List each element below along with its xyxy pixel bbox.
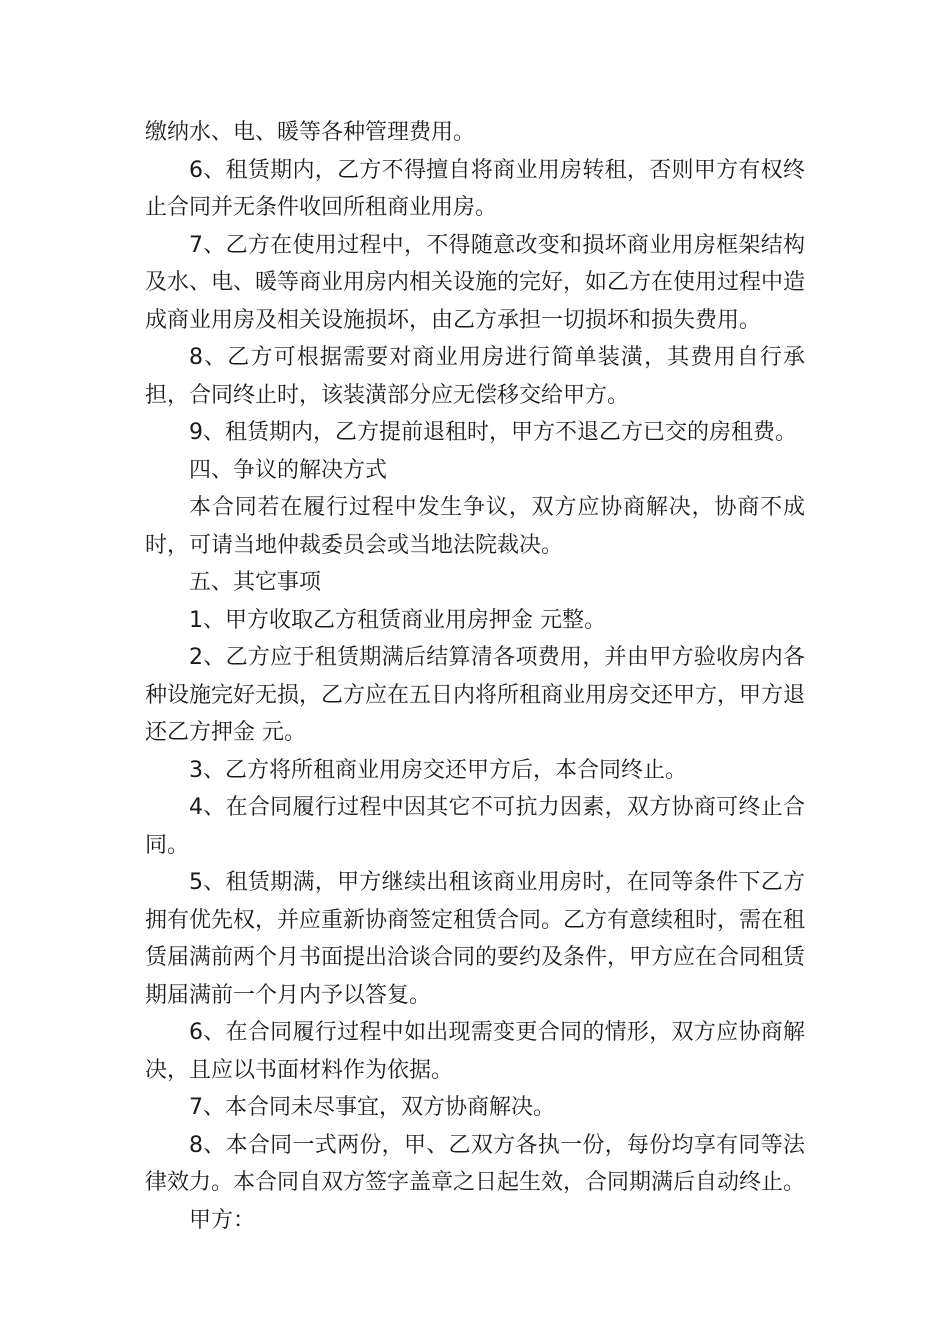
other-clause-3-termination: 3、乙方将所租商业用房交还甲方后，本合同终止。 [189,757,687,783]
clause-7-damage: 7、乙方在使用过程中，不得随意改变和损坏商业用房框架结构及水、电、暖等商业用房内相关设施的完好，如乙方在使用过程中造成商业用房及相关设施损坏，由乙方承担一切损坏和损失费用。 [145,232,806,333]
paragraph: 缴纳水、电、暖等各种管理费用。 [145,120,476,145]
section-heading-dispute: 四、争议的解决方式 [189,457,388,483]
other-clause-7-unresolved: 7、本合同未尽事宜，双方协商解决。 [189,1095,555,1120]
clause-6-sublease: 6、租赁期内，乙方不得擅自将商业用房转租，否则甲方有权终止合同并无条件收回所租商业用房。 [145,157,805,220]
document-page [145,114,805,1239]
section-heading-other: 五、其它事项 [189,570,322,595]
other-clause-2-settlement: 2、乙方应于租赁期满后结算清各项费用，并由甲方验收房内各种设施完好无损，乙方应在五日内将所租商业用房交还甲方，甲方退还乙方押金 元。 [145,645,806,745]
other-clause-5-renewal: 5、租赁期满，甲方继续出租该商业用房时，在同等条件下乙方拥有优先权，并应重新协商签定租赁合同。乙方有意续租时，需在租赁届满前两个月书面提出洽谈合同的要约及条件，甲方应在合同租赁期届满前一个月内予以答复。 [145,870,806,1008]
other-clause-8-copies: 8、本合同一式两份，甲、乙双方各执一份，每份均享有同等法律效力。本合同自双方签字盖章之日起生效，合同期满后自动终止。 [145,1132,806,1195]
clause-9-early-termination: 9、租赁期内，乙方提前退租时，甲方不退乙方已交的房租费。 [189,420,797,445]
other-clause-6-changes: 6、在合同履行过程中如出现需变更合同的情形，双方应协商解决，且应以书面材料作为依据。 [145,1020,805,1083]
other-clause-1-deposit: 1、甲方收取乙方租赁商业用房押金 元整。 [189,607,606,633]
dispute-resolution-text: 本合同若在履行过程中发生争议，双方应协商解决，协商不成时，可请当地仲裁委员会或当地法院裁决。 [145,495,805,558]
party-a-signature-label: 甲方： [189,1207,256,1233]
other-clause-4-force-majeure: 4、在合同履行过程中因其它不可抗力因素，双方协商可终止合同。 [145,795,805,858]
clause-8-decoration: 8、乙方可根据需要对商业用房进行简单装潢，其费用自行承担，合同终止时，该装潢部分应无偿移交给甲方。 [145,345,805,408]
